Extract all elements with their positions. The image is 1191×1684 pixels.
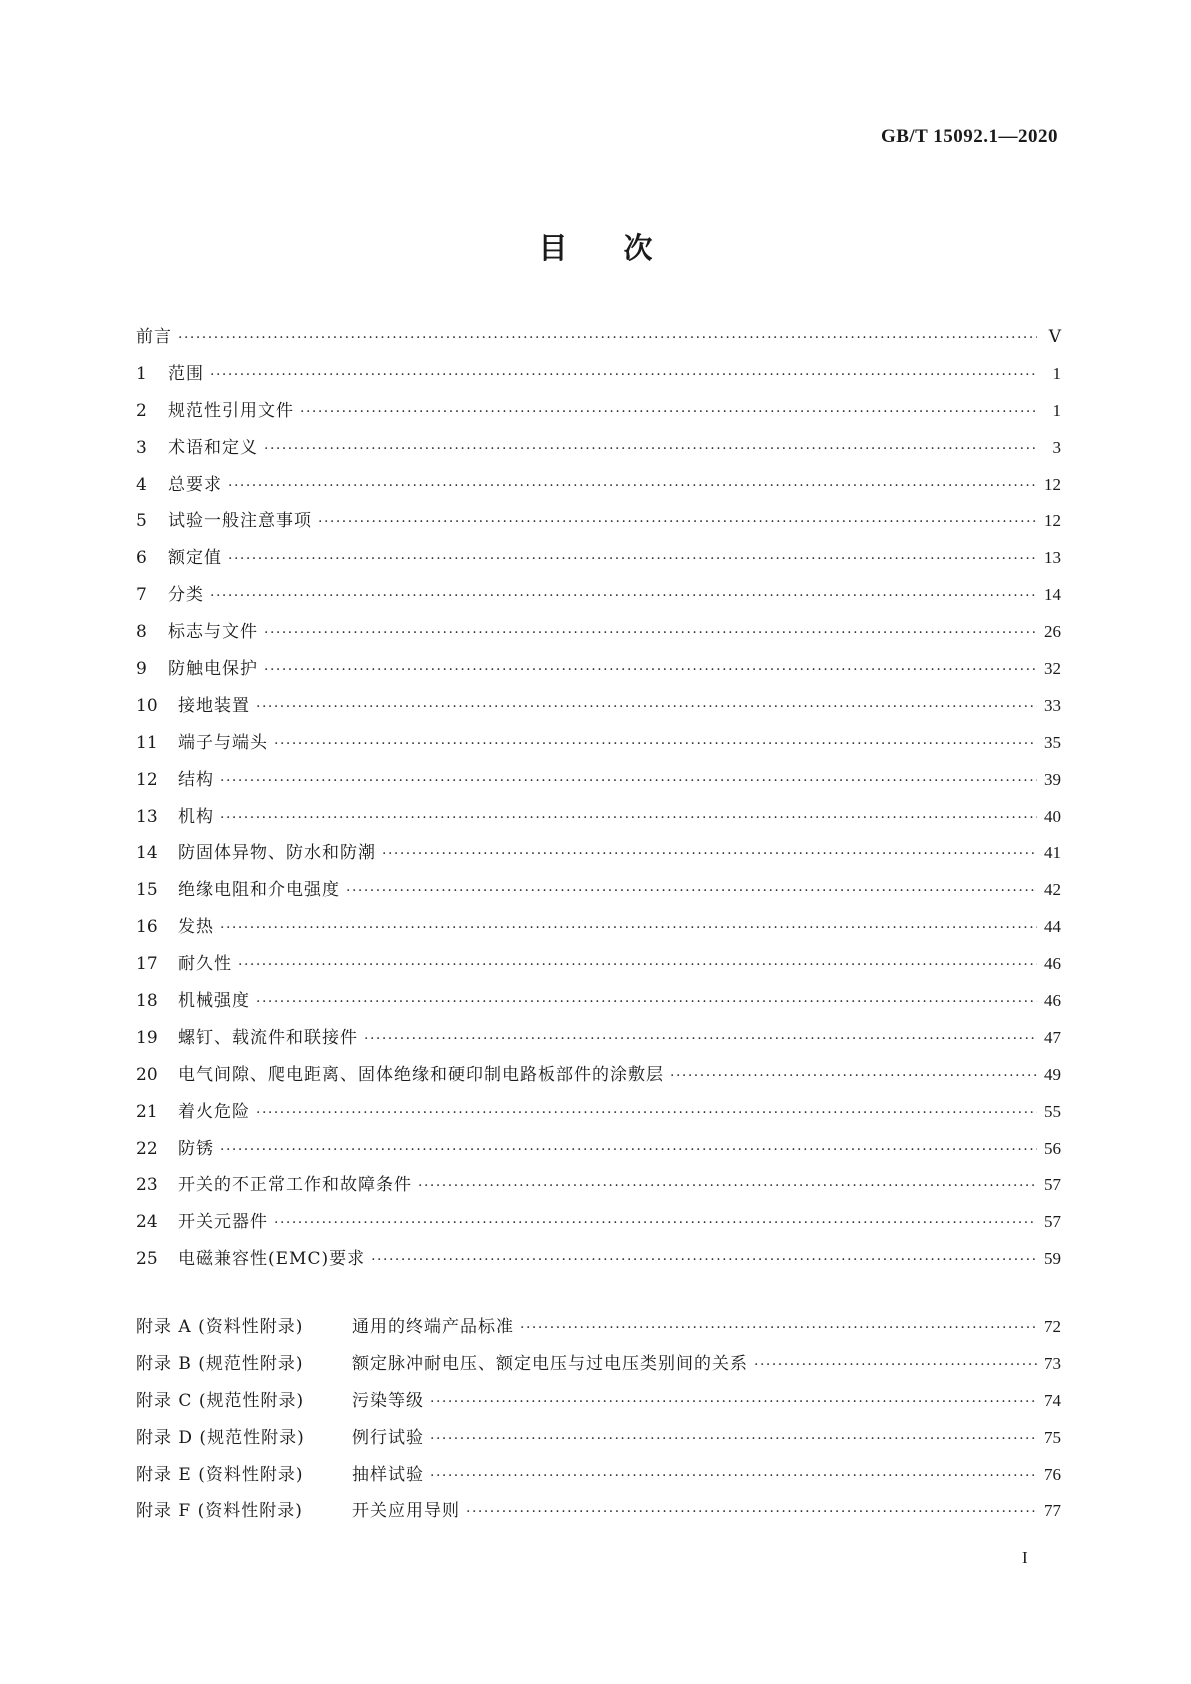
toc-entry-number: 17: [136, 954, 158, 975]
annex-list: [136, 1312, 1061, 1533]
dot-leader: [670, 1068, 1037, 1084]
toc-entry-page: 46: [1044, 991, 1061, 1011]
annex-entry-id: 附录 B (规范性附录): [136, 1353, 304, 1374]
toc-entry-title: 电磁兼容性(EMC)要求: [178, 1249, 366, 1270]
toc-entry-page: 49: [1044, 1064, 1061, 1084]
toc-entry-title: 防固体异物、防水和防潮: [178, 843, 376, 864]
toc-entry[interactable]: [136, 875, 1061, 912]
dot-leader: [228, 478, 1037, 494]
toc-entry-title: 前言: [136, 327, 172, 347]
toc-entry-page: 47: [1044, 1027, 1061, 1047]
toc-entry-title: 机构: [178, 806, 214, 827]
toc-entry-number: 24: [136, 1212, 158, 1233]
toc-entry-number: 15: [136, 880, 158, 901]
annex-entry-page: 75: [1044, 1427, 1061, 1447]
toc-entry-number: 10: [136, 695, 158, 716]
toc-entry-title: 着火危险: [178, 1101, 250, 1122]
toc-entry-title: 规范性引用文件: [168, 400, 294, 421]
toc-entry-number: 19: [136, 1027, 158, 1048]
toc-entry[interactable]: [136, 654, 1061, 691]
toc-entry[interactable]: [136, 1134, 1061, 1171]
toc-entry-page: 40: [1044, 806, 1061, 826]
annex-entry[interactable]: [136, 1349, 1061, 1386]
toc-entry-page: 57: [1044, 1212, 1061, 1232]
toc-entry-title: 分类: [168, 585, 204, 606]
toc-entry-title: 防锈: [178, 1138, 214, 1159]
dot-leader: [264, 662, 1037, 678]
dot-leader: [430, 1468, 1037, 1484]
toc-entry-number: 20: [136, 1064, 158, 1085]
toc-entry[interactable]: [136, 506, 1061, 543]
toc-entry[interactable]: [136, 1244, 1061, 1281]
dot-leader: [228, 551, 1037, 567]
annex-entry[interactable]: [136, 1460, 1061, 1497]
toc-entry[interactable]: [136, 912, 1061, 949]
annex-entry[interactable]: [136, 1496, 1061, 1533]
annex-entry-page: 76: [1044, 1464, 1061, 1484]
toc-entry-title: 术语和定义: [168, 437, 258, 458]
dot-leader: [256, 699, 1037, 715]
annex-entry-id: 附录 C (规范性附录): [136, 1390, 305, 1411]
dot-leader: [371, 1252, 1037, 1268]
dot-leader: [520, 1320, 1037, 1336]
toc-entry-page: 41: [1044, 843, 1061, 863]
toc-entry-number: 3: [136, 437, 147, 458]
toc-entry[interactable]: [136, 617, 1061, 654]
dot-leader: [256, 994, 1037, 1010]
toc-entry-page: Ⅴ: [1048, 327, 1061, 346]
annex-entry-id: 附录 A (资料性附录): [136, 1317, 304, 1337]
toc-entry-page: 12: [1044, 474, 1061, 494]
dot-leader: [430, 1431, 1037, 1447]
annex-entry-title: 通用的终端产品标准: [352, 1317, 514, 1337]
toc-entry-title: 接地装置: [178, 695, 250, 716]
toc-entry-page: 57: [1044, 1175, 1061, 1195]
toc-entry-page: 1: [1052, 400, 1061, 420]
annex-entry-page: 72: [1044, 1317, 1061, 1336]
standard-code: GB/T 15092.1—2020: [880, 126, 1058, 147]
page-number: I: [1022, 1548, 1028, 1567]
dot-leader: [318, 514, 1037, 530]
toc-entry-title: 标志与文件: [168, 622, 258, 643]
dot-leader: [418, 1178, 1037, 1194]
toc-entry-page: 13: [1044, 548, 1061, 568]
toc-entry-title: 电气间隙、爬电距离、固体绝缘和硬印制电路板部件的涂敷层: [178, 1064, 664, 1085]
toc-entry-title: 耐久性: [178, 954, 232, 975]
toc-entry-title: 防触电保护: [168, 659, 258, 680]
toc-entry-number: 7: [136, 585, 147, 606]
toc-entry[interactable]: [136, 728, 1061, 765]
toc-entry-page: 59: [1044, 1249, 1061, 1269]
toc-entry-page: 3: [1052, 437, 1061, 457]
annex-entry-id: 附录 D (规范性附录): [136, 1427, 305, 1448]
toc-entry-page: 26: [1044, 622, 1061, 642]
toc-entry-number: 23: [136, 1175, 158, 1196]
toc-entry-page: 56: [1044, 1138, 1061, 1158]
toc-entry-page: 55: [1044, 1101, 1061, 1121]
toc-entry[interactable]: [136, 1207, 1061, 1244]
toc-entry-title: 开关的不正常工作和故障条件: [178, 1175, 412, 1196]
toc-entry-page: 46: [1044, 954, 1061, 974]
annex-entry[interactable]: [136, 1423, 1061, 1460]
toc-entry[interactable]: [136, 1023, 1061, 1060]
toc-entry-title: 螺钉、载流件和联接件: [178, 1027, 358, 1048]
page-title: 目次: [538, 231, 709, 265]
toc-entry-title: 试验一般注意事项: [168, 511, 312, 532]
toc-entry[interactable]: [136, 470, 1061, 507]
toc-entry-number: 22: [136, 1138, 158, 1159]
toc-entry[interactable]: [136, 1097, 1061, 1134]
dot-leader: [466, 1504, 1037, 1520]
annex-entry-title: 开关应用导则: [352, 1501, 460, 1522]
annex-entry-page: 74: [1044, 1390, 1061, 1410]
toc-entry[interactable]: [136, 949, 1061, 986]
toc-entry-number: 9: [136, 659, 147, 680]
toc-entry-number: 4: [136, 474, 147, 495]
dot-leader: [754, 1357, 1037, 1373]
dot-leader: [210, 588, 1037, 604]
toc-entry[interactable]: [136, 359, 1061, 396]
dot-leader: [210, 367, 1037, 383]
toc-entry[interactable]: [136, 1170, 1061, 1207]
toc-entry-number: 12: [136, 769, 158, 790]
dot-leader: [346, 883, 1037, 899]
toc-entry-page: 42: [1044, 880, 1061, 900]
toc-entry-number: 8: [136, 622, 147, 643]
annex-entry[interactable]: [136, 1386, 1061, 1423]
toc-entry[interactable]: [136, 322, 1061, 359]
dot-leader: [238, 957, 1037, 973]
toc-entry[interactable]: [136, 1060, 1061, 1097]
annex-entry-id: 附录 F (资料性附录): [136, 1501, 303, 1522]
toc-entry-title: 额定值: [168, 548, 222, 569]
toc-entry-number: 25: [136, 1249, 158, 1270]
toc-entry-page: 1: [1052, 363, 1061, 383]
annex-entry-page: 77: [1044, 1501, 1061, 1521]
toc-list: [136, 322, 1061, 1281]
toc-entry-page: 44: [1044, 917, 1061, 937]
annex-entry-id: 附录 E (资料性附录): [136, 1464, 304, 1485]
dot-leader: [256, 1105, 1037, 1121]
dot-leader: [264, 441, 1037, 457]
toc-entry[interactable]: [136, 765, 1061, 802]
dot-leader: [382, 846, 1037, 862]
toc-entry-page: 12: [1044, 511, 1061, 531]
dot-leader: [430, 1394, 1037, 1410]
toc-entry-title: 机械强度: [178, 991, 250, 1012]
toc-entry[interactable]: [136, 580, 1061, 617]
toc-entry[interactable]: [136, 396, 1061, 433]
dot-leader: [178, 330, 1037, 346]
toc-entry-title: 范围: [168, 363, 204, 384]
toc-entry[interactable]: [136, 838, 1061, 875]
annex-entry-title: 污染等级: [352, 1390, 424, 1411]
toc-entry-number: 5: [136, 511, 147, 532]
annex-entry-page: 73: [1044, 1353, 1061, 1373]
toc-entry-title: 结构: [178, 769, 214, 790]
toc-entry-number: 1: [136, 363, 147, 384]
annex-entry-title: 额定脉冲耐电压、额定电压与过电压类别间的关系: [352, 1353, 748, 1374]
dot-leader: [220, 810, 1037, 826]
toc-entry-title: 绝缘电阻和介电强度: [178, 880, 340, 901]
toc-entry-number: 13: [136, 806, 158, 827]
toc-entry[interactable]: [136, 433, 1061, 470]
toc-entry-title: 端子与端头: [178, 732, 268, 753]
toc-entry-number: 6: [136, 548, 147, 569]
dot-leader: [274, 736, 1037, 752]
annex-entry-title: 例行试验: [352, 1427, 424, 1448]
toc-entry[interactable]: [136, 543, 1061, 580]
toc-entry-page: 33: [1044, 695, 1061, 715]
toc-entry[interactable]: [136, 986, 1061, 1023]
toc-entry-number: 14: [136, 843, 158, 864]
toc-entry-number: 11: [136, 732, 158, 753]
toc-entry-title: 总要求: [168, 474, 222, 495]
toc-entry-number: 21: [136, 1101, 158, 1122]
dot-leader: [364, 1031, 1037, 1047]
dot-leader: [220, 920, 1037, 936]
toc-entry-number: 2: [136, 400, 147, 421]
toc-entry-title: 开关元器件: [178, 1212, 268, 1233]
annex-entry-title: 抽样试验: [352, 1464, 424, 1485]
toc-entry-page: 39: [1044, 769, 1061, 789]
dot-leader: [264, 625, 1037, 641]
toc-entry-page: 35: [1044, 732, 1061, 752]
toc-entry[interactable]: [136, 691, 1061, 728]
dot-leader: [220, 773, 1037, 789]
annex-entry[interactable]: [136, 1312, 1061, 1349]
toc-entry-title: 发热: [178, 917, 214, 938]
dot-leader: [220, 1142, 1037, 1158]
toc-entry-number: 16: [136, 917, 158, 938]
toc-entry-number: 18: [136, 991, 158, 1012]
dot-leader: [274, 1215, 1037, 1231]
toc-entry[interactable]: [136, 802, 1061, 839]
toc-entry-page: 32: [1044, 659, 1061, 679]
dot-leader: [300, 404, 1037, 420]
toc-entry-page: 14: [1044, 585, 1061, 605]
